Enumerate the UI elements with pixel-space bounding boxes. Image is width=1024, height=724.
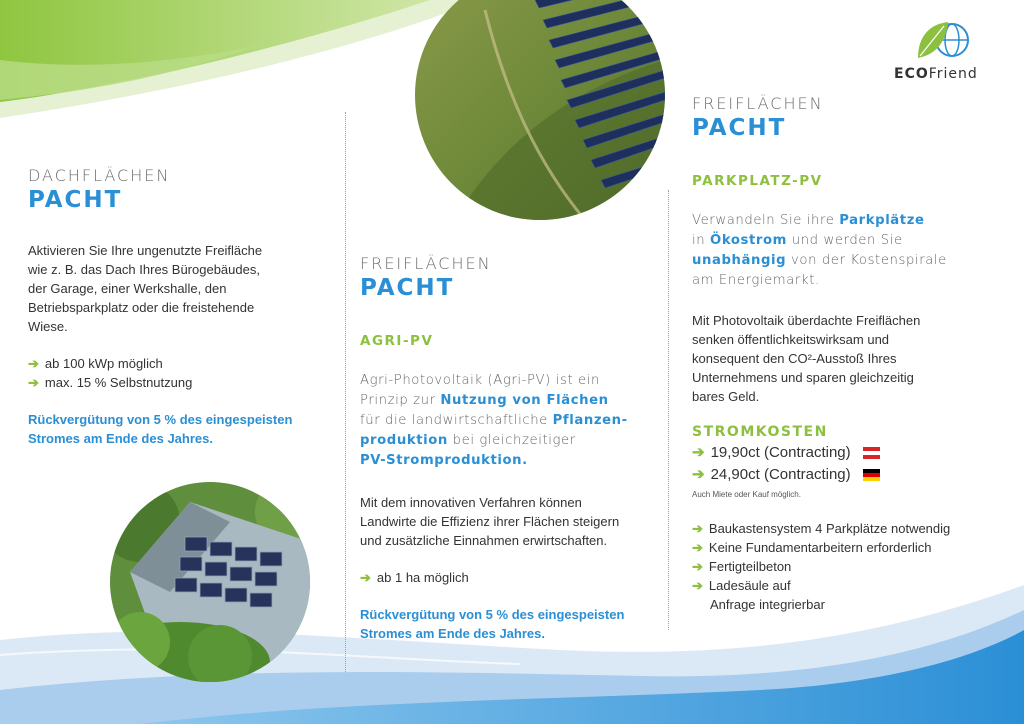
- arrow-right-icon: ➔: [692, 466, 705, 483]
- arrow-right-icon: ➔: [692, 578, 703, 593]
- logo-brand-bold: ECO: [894, 66, 929, 82]
- col3-lead: Verwandeln Sie ihre Parkplätze in Ökostrom und werden Sie unabhängig von der Kostenspirale am Energiemarkt.: [692, 213, 947, 288]
- arrow-right-icon: ➔: [28, 356, 39, 371]
- list-item-continuation: Anfrage integrierbar: [710, 597, 825, 612]
- list-item: ➔ Fertigteilbeton: [692, 559, 792, 574]
- col2-highlight: Rückvergütung von 5 % des eingespeisten Stromes am Ende des Jahres.: [360, 607, 625, 641]
- col1-kicker: DACHFLÄCHEN: [28, 166, 171, 185]
- arrow-right-icon: ➔: [360, 570, 371, 585]
- leaf-globe-icon: [914, 18, 974, 62]
- logo-brand-light: Friend: [928, 66, 978, 82]
- col3-subtitle: PARKPLATZ-PV: [692, 173, 823, 189]
- list-item: ➔ 19,90ct (Contracting): [692, 442, 1012, 464]
- divider-right: [668, 190, 669, 630]
- col1-highlight: Rückvergütung von 5 % des eingespeisten Stromes am Ende des Jahres.: [28, 412, 293, 446]
- arrow-right-icon: ➔: [692, 444, 705, 461]
- austria-flag-icon: [863, 447, 880, 459]
- list-item: ➔ Baukastensystem 4 Parkplätze notwendig: [692, 521, 951, 536]
- column-agri-pv: [360, 254, 660, 643]
- col1-bullets: [28, 354, 328, 392]
- list-item: ➔ ab 100 kWp möglich: [28, 356, 163, 371]
- col1-title: PACHT: [28, 187, 123, 213]
- list-item: ➔ Keine Fundamentarbeitern erforderlich: [692, 540, 932, 555]
- col3-kicker: FREIFLÄCHEN: [692, 94, 824, 113]
- list-item: ➔ Ladesäule auf: [692, 578, 791, 593]
- col2-lead: Agri-Photovoltaik (Agri-PV) ist ein Prinzip zur Nutzung von Flächen für die landwirtschaftliche Pflanzen- produktion bei gleichzeitiger PV-Stromproduktion.: [360, 373, 628, 468]
- col3-prices: [692, 442, 1012, 486]
- list-item: ➔ max. 15 % Selbstnutzung: [28, 375, 193, 390]
- col2-kicker: FREIFLÄCHEN: [360, 254, 492, 273]
- col3-note: Auch Miete oder Kauf möglich.: [692, 490, 801, 499]
- arrow-right-icon: ➔: [28, 375, 39, 390]
- col2-bullets: [360, 568, 660, 587]
- col3-bullets: [692, 519, 1012, 614]
- col2-title: PACHT: [360, 275, 455, 301]
- rooftop-solar-photo: [110, 482, 310, 682]
- col3-title: PACHT: [692, 115, 787, 141]
- list-item: ➔ 24,90ct (Contracting): [692, 464, 1012, 486]
- list-item: ➔ ab 1 ha möglich: [360, 570, 469, 585]
- col2-body: Mit dem innovativen Verfahren können Landwirte die Effizienz ihrer Flächen steigern und zusätzliche Einnahmen erwirtschaften.: [360, 495, 620, 548]
- col3-costs-title: STROMKOSTEN: [692, 424, 828, 440]
- col1-body: Aktivieren Sie Ihre ungenutzte Freifläche wie z. B. das Dach Ihres Bürogebäudes, der Garage, einer Werkshalle, den Betriebsparkplatz oder die freistehende Wiese.: [28, 243, 263, 334]
- arrow-right-icon: ➔: [692, 559, 703, 574]
- divider-left: [345, 112, 346, 672]
- col2-subtitle: AGRI-PV: [360, 333, 434, 349]
- col3-body: Mit Photovoltaik überdachte Freiflächen senken öffentlichkeitswirksam und konsequent den CO²-Ausstoß Ihres Unternehmens und sparen gleichzeitig bares Geld.: [692, 313, 921, 404]
- column-parkplatz-pv: [692, 94, 1012, 614]
- germany-flag-icon: [863, 469, 880, 481]
- arrow-right-icon: ➔: [692, 540, 703, 555]
- eco-friend-logo: [886, 18, 1006, 88]
- column-dachflaechen: [28, 166, 328, 448]
- arrow-right-icon: ➔: [692, 521, 703, 536]
